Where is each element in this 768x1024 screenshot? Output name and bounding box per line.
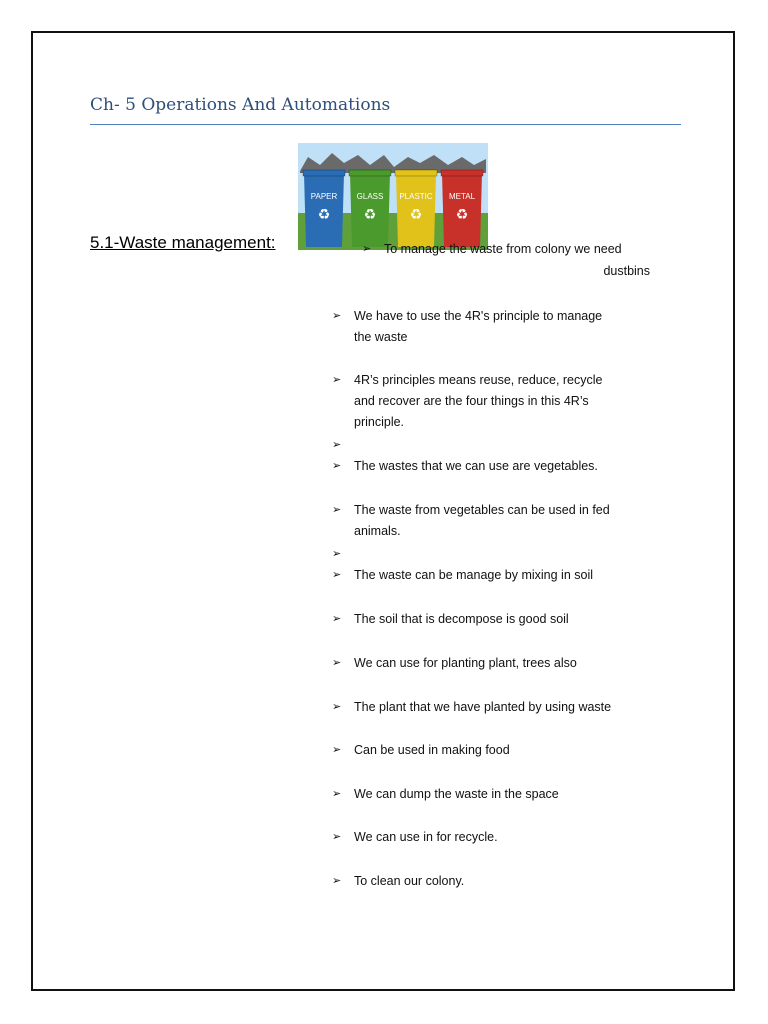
document-page — [31, 31, 735, 991]
bin-metal — [441, 170, 483, 247]
list-item — [332, 827, 657, 848]
arrowhead-bullet-icon: ➢ — [332, 310, 342, 322]
list-item — [332, 456, 657, 477]
list-item-text: The waste can be manage by mixing in soil — [354, 568, 594, 582]
arrowhead-bullet-icon: ➢ — [332, 569, 342, 581]
list-item-text: and recover are the four things in this 4R’s — [354, 394, 589, 408]
list-item-text: We can use in for recycle. — [354, 830, 498, 844]
arrowhead-bullet-icon: ➢ — [332, 657, 342, 669]
list-item — [332, 370, 657, 391]
recycling-bins-image — [298, 143, 488, 250]
recycling-bins-illustration — [298, 143, 488, 250]
list-item-text: The plant that we have planted by using waste — [354, 700, 612, 714]
chapter-title: Ch- 5 Operations And Automations — [90, 95, 391, 115]
arrowhead-bullet-icon: ➢ — [332, 460, 342, 472]
bin-plastic — [395, 170, 437, 247]
list-item-text: the waste — [354, 330, 408, 344]
list-item — [332, 740, 657, 761]
list-item — [332, 784, 657, 805]
bin-label: METAL — [448, 192, 476, 201]
list-item-text: 4R’s principles means reuse, reduce, recycle — [354, 373, 603, 387]
arrowhead-bullet-icon: ➢ — [332, 875, 342, 887]
list-item-text: To manage the waste from colony we need — [384, 242, 622, 256]
list-item — [332, 500, 657, 521]
list-item-text: animals. — [354, 524, 401, 538]
list-item — [332, 871, 657, 892]
arrowhead-bullet-icon: ➢ — [332, 504, 342, 516]
list-item — [332, 521, 657, 542]
bin-label: GLASS — [356, 192, 384, 201]
list-item-text: The soil that is decompose is good soil — [354, 612, 569, 626]
arrowhead-bullet-icon: ➢ — [362, 243, 372, 255]
bin-label: PAPER — [310, 192, 338, 201]
list-item-text: We have to use the 4R's principle to manage — [354, 309, 603, 323]
recycle-icon: ♻ — [363, 207, 377, 223]
title-underline — [90, 124, 681, 125]
recycle-icon: ♻ — [455, 207, 469, 223]
list-item — [332, 391, 657, 412]
bin-label: PLASTIC — [399, 192, 433, 201]
arrowhead-bullet-icon: ➢ — [332, 788, 342, 800]
list-item-text: We can use for planting plant, trees also — [354, 656, 577, 670]
list-item — [332, 609, 657, 630]
list-item — [362, 239, 687, 260]
arrowhead-bullet-icon: ➢ — [332, 744, 342, 756]
arrowhead-bullet-icon: ➢ — [332, 701, 342, 713]
list-item-text: The wastes that we can use are vegetables. — [354, 459, 598, 473]
arrowhead-bullet-icon: ➢ — [332, 439, 342, 451]
list-item-text: principle. — [354, 415, 405, 429]
list-item — [332, 327, 657, 348]
list-item-text: To clean our colony. — [354, 874, 465, 888]
bin-paper — [303, 170, 345, 247]
list-item — [332, 412, 657, 433]
list-item — [332, 653, 657, 674]
recycle-icon: ♻ — [409, 207, 423, 223]
list-item-text: The waste from vegetables can be used in fed — [354, 503, 610, 517]
arrowhead-bullet-icon: ➢ — [332, 613, 342, 625]
list-item — [332, 697, 657, 718]
list-item-text: Can be used in making food — [354, 743, 510, 757]
recycle-icon: ♻ — [317, 207, 331, 223]
list-item — [362, 261, 687, 282]
section-heading: 5.1-Waste management: — [90, 233, 276, 252]
arrowhead-bullet-icon: ➢ — [332, 548, 342, 560]
list-item-text: We can dump the waste in the space — [354, 787, 559, 801]
arrowhead-bullet-icon: ➢ — [332, 831, 342, 843]
list-item — [332, 306, 657, 327]
bin-glass — [349, 170, 391, 247]
arrowhead-bullet-icon: ➢ — [332, 374, 342, 386]
list-item-text: dustbins — [603, 264, 650, 278]
list-item — [332, 565, 657, 586]
